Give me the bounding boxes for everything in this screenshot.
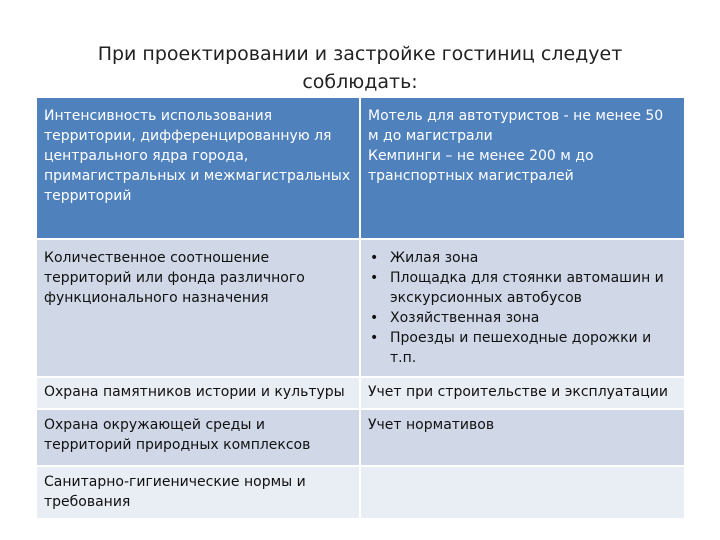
list-item: • Жилая зона [390,248,677,268]
bullet-list [368,248,677,368]
table-row [37,466,684,519]
table-cell-left: Количественное соотношение территорий или фонда различного функционального назначения [37,239,360,377]
cell-text: Мотель для автотуристов - не менее 50 м до магистрали Кемпинги – не менее 200 м до транспортных магистралей [368,108,664,184]
table-cell-left: Санитарно-гигиенические нормы и требования [37,466,360,519]
table-row [37,377,684,409]
table-cell-right [360,466,684,519]
table-cell-left: Охрана памятников истории и культуры [37,377,360,409]
table-cell-right: Учет нормативов [360,409,684,466]
list-item: • Площадка для стоянки автомашин и экскурсионных автобусов [390,268,677,308]
list-item: • Хозяйственная зона [390,308,677,328]
table-row [37,409,684,466]
table-cell-left: Интенсивность использования территории, дифференцированную ля центрального ядра города, примагистральных и межмагистральных территорий [37,98,360,239]
table-cell-left: Охрана окружающей среды и территорий природных комплексов [37,409,360,466]
requirements-table [37,98,684,520]
table-row [37,98,684,239]
slide-title: При проектировании и застройке гостиниц следует соблюдать: [97,43,623,93]
list-item: • Проезды и пешеходные дорожки и т.п. [390,328,677,368]
table-cell-right [360,239,684,377]
table-cell-right: Учет при строительстве и эксплуатации [360,377,684,409]
table-cell-right [360,98,684,239]
table-row [37,239,684,377]
